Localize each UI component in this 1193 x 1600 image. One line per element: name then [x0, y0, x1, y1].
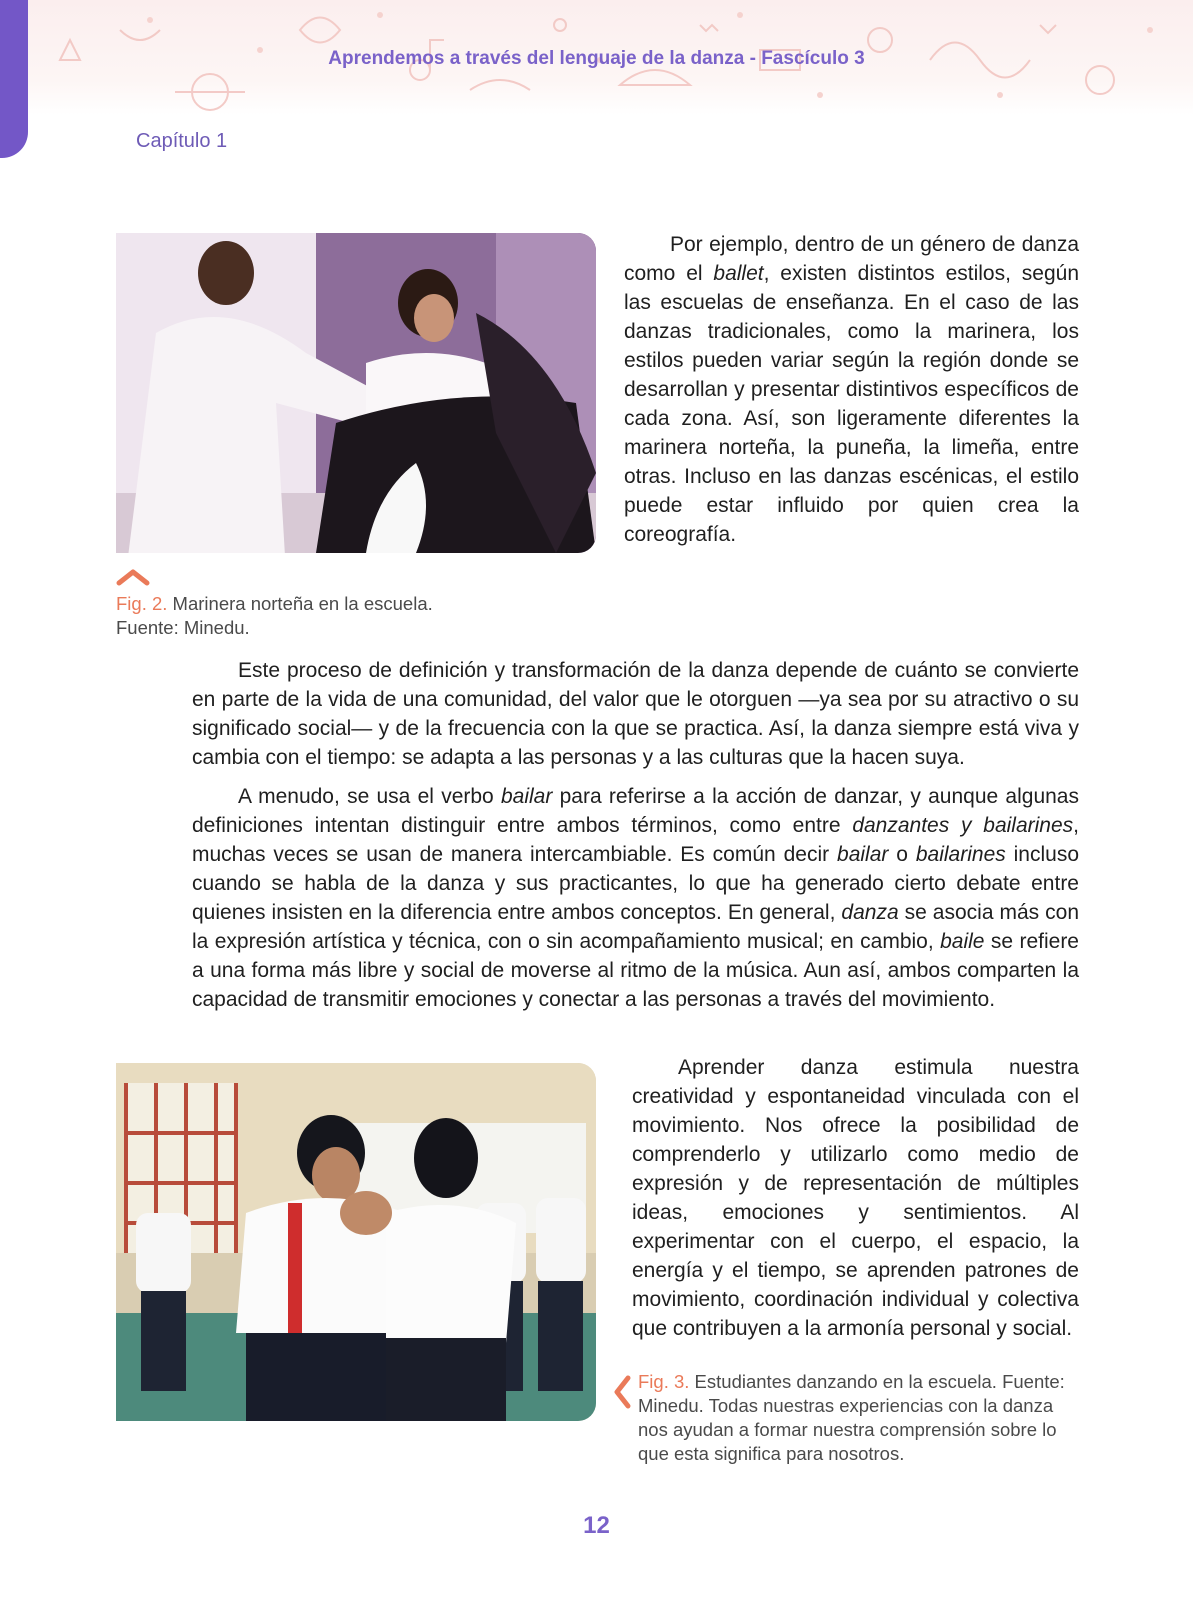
p3-text-k: se asocia más con la expresión artística y técnica, con o sin acompañamiento musical; en cambio, [192, 901, 1079, 953]
p3-italic-baile: baile [940, 930, 985, 953]
p3-text-g: o [888, 843, 916, 866]
paragraph-3 [192, 782, 1079, 1014]
figure-3-caption [638, 1370, 1083, 1466]
chevron-left-icon [612, 1374, 632, 1410]
figure-3-label: Fig. 3. [638, 1371, 690, 1392]
p3-text-m: se refiere a una forma más libre y social de moverse al ritmo de la música. Aun así, ambos comparten la capacidad de transmitir emociones y conectar a las personas a través del movimiento. [192, 930, 1079, 1011]
p3-italic-danzantes: danzantes y bailarines [852, 814, 1074, 837]
p3-italic-bailarines: bailarines [915, 843, 1006, 866]
figure-students-dancing-photo [116, 1063, 596, 1421]
paragraph-4-block [632, 1053, 1079, 1343]
chevron-up-icon [116, 568, 150, 586]
figure-2-caption-text: Marinera norteña en la escuela. [167, 593, 433, 614]
p3-text-i: incluso cuando se habla de la danza y sus practicantes, lo que ha generado cierto debate entre quienes insisten en la diferencia entre ambos conceptos. En general, [192, 843, 1080, 924]
figure-2-caption [116, 592, 586, 640]
figure-marinera-photo [116, 233, 596, 553]
p3-text-c: para referirse a la acción de danzar, y aunque algunas definiciones intentan distinguir entre ambos términos, como entre [192, 785, 1079, 837]
p3-italic-bailar: bailar [500, 785, 553, 808]
p3-italic-bailar-2: bailar [837, 843, 889, 866]
page-number: 12 [583, 1512, 610, 1539]
p3-text-a: A menudo, se usa el verbo [238, 785, 501, 808]
figure-2-source: Fuente: Minedu. [116, 617, 250, 638]
running-title: Aprendemos a través del lenguaje de la danza - Fascículo 3 [328, 48, 865, 69]
paragraph-2: Este proceso de definición y transformación de la danza depende de cuánto se convierte en parte de la vida de una comunidad, del valor que le otorguen —ya sea por su atractivo o su significado social— y de la frecuencia con la que se practica. Así, la danza siempre está viva y cambia con el tiempo: se adapta a las personas y a las culturas que la hacen suya. [192, 659, 1079, 769]
paragraph-4: Aprender danza estimula nuestra creatividad y espontaneidad vinculada con el movimiento. Nos ofrece la posibilidad de comprenderlo y utilizarlo como medio de expresión y de representación de múltiples ideas, emociones y sentimientos. Al experimentar con el cuerpo, el espacio, la energía y el tiempo, se aprenden patrones de movimiento, coordinación individual y colectiva que contribuyen a la armonía personal y social. [632, 1056, 1079, 1340]
p1-text-c: , existen distintos estilos, según las escuelas de enseñanza. En el caso de las danzas tradicionales, como la marinera, los estilos pueden variar según la región donde se desarrollan y presentar distintivos específicos de cada zona. Así, son ligeramente diferentes la marinera norteña, la puneña, la limeña, entre otras. Incluso en las danzas escénicas, el estilo puede estar influido por quien crea la coreografía. [624, 262, 1079, 546]
chapter-label: Capítulo 1 [136, 130, 228, 152]
side-tab [0, 0, 28, 158]
p1-text-a: Por ejemplo, dentro de un género de danza como el [624, 233, 1079, 285]
p3-italic-danza: danza [841, 901, 899, 924]
figure-2-label: Fig. 2. [116, 593, 168, 614]
paragraph-group-middle [192, 656, 1079, 1014]
p1-italic-ballet: ballet [713, 262, 764, 285]
figure-3-caption-text: Estudiantes danzando en la escuela. Fuente: Minedu. Todas nuestras experiencias con la danza nos ayudan a formar nuestra comprensión sobre lo que esta significa para nosotros. [638, 1371, 1065, 1464]
p3-text-e: , muchas veces se usan de manera intercambiable. Es común decir [192, 814, 1079, 866]
paragraph-1 [624, 230, 1079, 549]
